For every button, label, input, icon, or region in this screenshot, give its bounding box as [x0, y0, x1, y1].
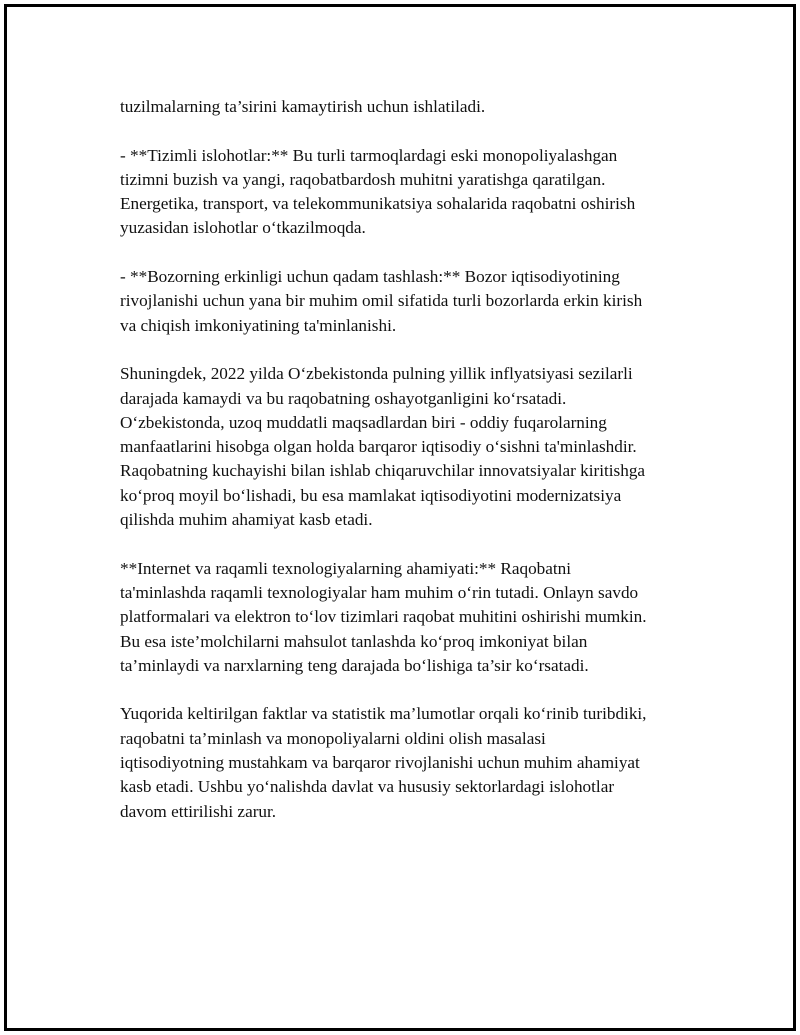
text-line: koʻproq moyil boʻlishadi, bu esa mamlakat iqtisodiyotini modernizatsiya: [120, 485, 622, 505]
paragraph-inflation: [120, 362, 710, 532]
text-line: va chiqish imkoniyatining ta'minlanishi.: [120, 315, 397, 335]
text-line: Raqobatning kuchayishi bilan ishlab chiqaruvchilar innovatsiyalar kiritishga: [120, 461, 646, 481]
text-line: manfaatlarini hisobga olgan holda barqaror iqtisodiy oʻsishni ta'minlashdir.: [120, 437, 637, 457]
text-line: davom ettirilishi zarur.: [120, 801, 277, 821]
text-line: Oʻzbekistonda, uzoq muddatli maqsadlardan biri - oddiy fuqarolarning: [120, 412, 607, 432]
text-line: rivojlanishi uchun yana bir muhim omil sifatida turli bozorlarda erkin kirish: [120, 291, 643, 311]
text-line: Bu esa iste’molchilarni mahsulot tanlashda koʻproq imkoniyat bilan: [120, 631, 588, 651]
text-line: Yuqorida keltirilgan faktlar va statistik ma’lumotlar orqali koʻrinib turibdiki,: [120, 704, 647, 724]
text-line: ta’minlaydi va narxlarning teng darajada boʻlishiga ta’sir koʻrsatadi.: [120, 655, 589, 675]
document-body: [120, 95, 710, 848]
paragraph-market-freedom: [120, 265, 710, 338]
text-line: - **Bozorning erkinligi uchun qadam tashlash:** Bozor iqtisodiyotining: [120, 267, 620, 287]
text-line: iqtisodiyotning mustahkam va barqaror rivojlanishi uchun muhim ahamiyat: [120, 753, 640, 773]
paragraph-intro-continuation: [120, 95, 710, 119]
text-line: qilishda muhim ahamiyat kasb etadi.: [120, 510, 373, 530]
text-line: yuzasidan islohotlar oʻtkazilmoqda.: [120, 218, 366, 238]
text-line: raqobatni ta’minlash va monopoliyalarni oldini olish masalasi: [120, 728, 546, 748]
text-line: Shuningdek, 2022 yilda Oʻzbekistonda pulning yillik inflyatsiyasi sezilarli: [120, 364, 633, 384]
page-frame: [4, 4, 796, 1031]
text-line: platformalari va elektron toʻlov tizimlari raqobat muhitini oshirishi mumkin.: [120, 607, 647, 627]
text-line: tizimni buzish va yangi, raqobatbardosh muhitni yaratishga qaratilgan.: [120, 169, 606, 189]
paragraph-systemic-reforms: [120, 144, 710, 241]
text-line: **Internet va raqamli texnologiyalarning ahamiyati:** Raqobatni: [120, 558, 572, 578]
text-line: darajada kamaydi va bu raqobatning oshayotganligini koʻrsatadi.: [120, 388, 567, 408]
text-line: kasb etadi. Ushbu yoʻnalishda davlat va hususiy sektorlardagi islohotlar: [120, 777, 615, 797]
text-line: ta'minlashda raqamli texnologiyalar ham muhim oʻrin tutadi. Onlayn savdo: [120, 582, 639, 602]
text-line: Energetika, transport, va telekommunikatsiya sohalarida raqobatni oshirish: [120, 194, 636, 214]
paragraph-digital-technologies: [120, 557, 710, 678]
text-line: - **Tizimli islohotlar:** Bu turli tarmoqlardagi eski monopoliyalashgan: [120, 145, 618, 165]
paragraph-conclusion: [120, 702, 710, 823]
text-line: tuzilmalarning ta’sirini kamaytirish uchun ishlatiladi.: [120, 97, 486, 116]
